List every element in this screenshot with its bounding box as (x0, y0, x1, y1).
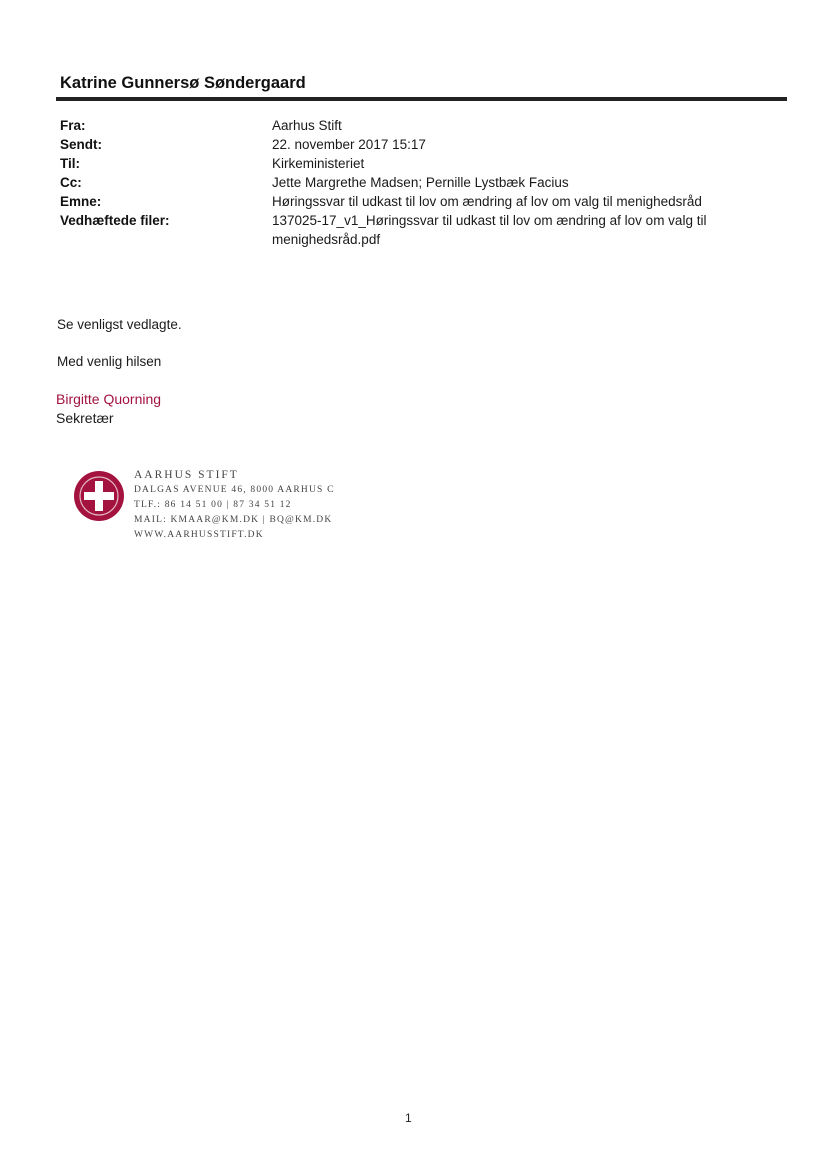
signature-title: Sekretær (56, 410, 114, 426)
organization-address-block (134, 467, 335, 543)
meta-row-from (60, 116, 740, 135)
meta-value: Jette Margrethe Madsen; Pernille Lystbæk Facius (272, 175, 569, 190)
address-phone: TLF.: 86 14 51 00 | 87 34 51 12 (134, 500, 292, 510)
meta-value: Kirkeministeriet (272, 156, 365, 171)
closing-line: Med venlig hilsen (57, 354, 162, 369)
email-metadata (60, 116, 740, 249)
attachment-filename: 137025-17_v1_Høringssvar til udkast til lov om ændring af lov om valg til menighedsråd.pdf (272, 213, 707, 247)
meta-value: 22. november 2017 15:17 (272, 137, 426, 152)
body-line: Se venligst vedlagte. (57, 317, 182, 332)
meta-label: Vedhæftede filer: (60, 213, 170, 228)
address-web: WWW.AARHUSSTIFT.DK (134, 530, 264, 540)
page-number: 1 (405, 1111, 412, 1125)
signature-name: Birgitte Quorning (56, 391, 162, 407)
header-divider (56, 97, 787, 101)
meta-row-cc (60, 173, 740, 192)
meta-row-subject (60, 192, 740, 211)
meta-label: Fra: (60, 118, 86, 133)
meta-label: Emne: (60, 194, 102, 209)
cross-seal-icon (73, 470, 125, 522)
organization-name: AARHUS STIFT (134, 469, 239, 481)
meta-label: Sendt: (60, 137, 102, 152)
meta-row-attachments (60, 211, 740, 249)
meta-row-to (60, 154, 740, 173)
meta-label: Cc: (60, 175, 82, 190)
meta-value: Høringssvar til udkast til lov om ændring af lov om valg til menighedsråd (272, 194, 702, 209)
meta-value: Aarhus Stift (272, 118, 342, 133)
meta-label: Til: (60, 156, 80, 171)
address-mail: MAIL: KMAAR@KM.DK | BQ@KM.DK (134, 515, 333, 525)
address-street: DALGAS AVENUE 46, 8000 AARHUS C (134, 485, 335, 495)
meta-row-sent (60, 135, 740, 154)
sender-name-header: Katrine Gunnersø Søndergaard (60, 74, 306, 92)
